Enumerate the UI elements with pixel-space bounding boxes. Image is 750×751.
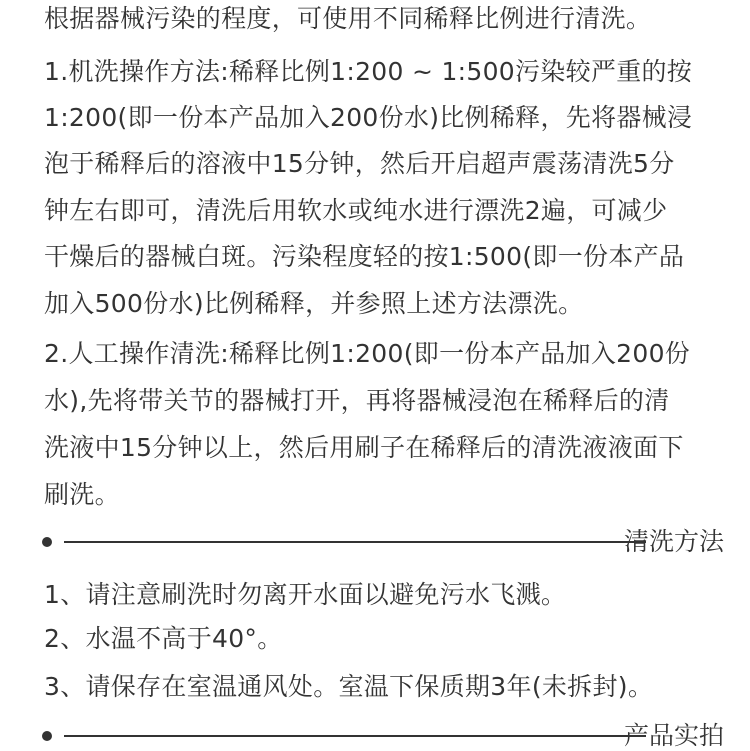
paragraph-line: 1:200(即一份本产品加入200份水)比例稀释，先将器械浸 xyxy=(44,103,693,132)
paragraph-line: 泡于稀释后的溶液中15分钟，然后开启超声震荡清洗5分 xyxy=(44,149,675,178)
paragraph-line: 水),先将带关节的器械打开，再将器械浸泡在稀释后的清 xyxy=(44,386,670,415)
section-title: 清洗方法 xyxy=(623,527,724,556)
bullet-dot xyxy=(42,537,52,547)
section-title: 产品实拍 xyxy=(623,721,724,750)
paragraph-line: 刷洗。 xyxy=(44,480,120,509)
bullet-dot xyxy=(42,731,52,741)
list-item: 2、水温不高于40°。 xyxy=(44,624,283,653)
list-item: 3、请保存在室温通风处。室温下保质期3年(未拆封)。 xyxy=(44,672,654,701)
paragraph-line: 干燥后的器械白斑。污染程度轻的按1:500(即一份本产品 xyxy=(44,242,685,271)
paragraph-line: 加入500份水)比例稀释，并参照上述方法漂洗。 xyxy=(44,289,584,318)
list-item: 1、请注意刷洗时勿离开水面以避免污水飞溅。 xyxy=(44,580,567,609)
section-divider-cleaning-method xyxy=(40,527,724,557)
paragraph-line: 根据器械污染的程度，可使用不同稀释比例进行清洗。 xyxy=(44,4,652,33)
paragraph-line: 2.人工操作清洗:稀释比例1:200(即一份本产品加入200份 xyxy=(44,339,691,368)
paragraph-line: 1.机洗操作方法:稀释比例1:200 ~ 1:500污染较严重的按 xyxy=(44,57,693,86)
divider-rule xyxy=(64,735,646,737)
paragraph-line: 钟左右即可，清洗后用软水或纯水进行漂洗2遍，可减少 xyxy=(44,196,668,225)
divider-rule xyxy=(64,541,646,543)
paragraph-line: 洗液中15分钟以上，然后用刷子在稀释后的清洗液液面下 xyxy=(44,433,684,462)
section-divider-product-photo xyxy=(40,721,724,751)
